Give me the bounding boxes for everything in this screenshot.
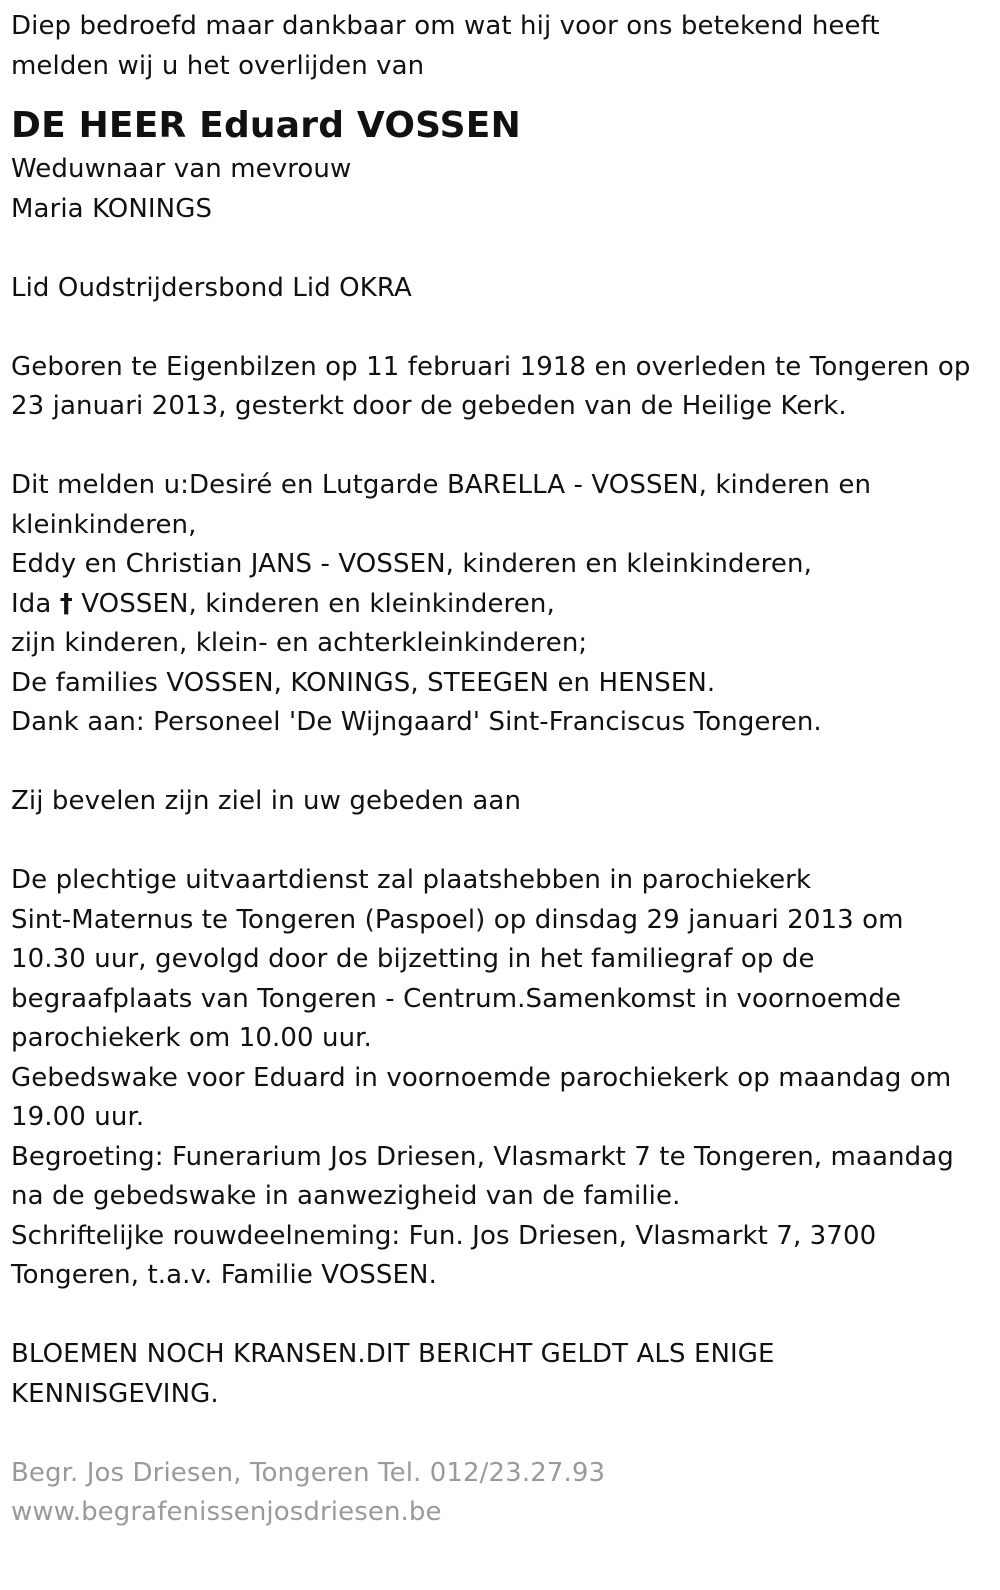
birth-death-line: 23 januari 2013, gesterkt door de gebeden van de Heilige Kerk.: [11, 391, 847, 421]
condolence-line: Tongeren, t.a.v. Familie VOSSEN.: [11, 1260, 437, 1290]
funeral-home-website: www.begrafenissenjosdriesen.be: [11, 1497, 442, 1527]
notice-text: [11, 1335, 990, 1414]
widower-line: Weduwnaar van mevrouw: [11, 154, 352, 184]
condolence-line: Schriftelijke rouwdeelneming: Fun. Jos Driesen, Vlasmarkt 7, 3700: [11, 1220, 877, 1251]
notice-line: KENNISGEVING.: [11, 1378, 219, 1409]
intro-text: [11, 7, 990, 86]
funeral-line: parochiekerk om 10.00 uur.: [11, 1023, 372, 1053]
funeral-line: Sint-Maternus te Tongeren (Paspoel) op dinsdag 29 januari 2013 om: [11, 904, 904, 935]
greeting-line: Begroeting: Funerarium Jos Driesen, Vlasmarkt 7 te Tongeren, maandag: [11, 1141, 954, 1172]
birth-death-text: [11, 348, 990, 427]
spacer: [11, 427, 990, 467]
family-line-post: VOSSEN, kinderen en kleinkinderen,: [72, 588, 555, 619]
cross-icon: †: [59, 588, 73, 619]
family-line: [11, 585, 990, 625]
deceased-name: DE HEER Eduard VOSSEN: [11, 105, 521, 146]
prayer-text: Zij bevelen zijn ziel in uw gebeden aan: [11, 786, 522, 816]
family-line: De families VOSSEN, KONINGS, STEEGEN en HENSEN.: [11, 667, 716, 698]
intro-line: Diep bedroefd maar dankbaar om wat hij voor ons betekend heeft: [11, 11, 880, 41]
thanks-line: Dank aan: Personeel 'De Wijngaard' Sint-Franciscus Tongeren.: [11, 707, 822, 737]
spacer: [11, 308, 990, 348]
intro-line: melden wij u het overlijden van: [11, 50, 425, 81]
family-line-pre: Ida: [11, 588, 60, 619]
spacer: [11, 1414, 990, 1454]
notice-line: BLOEMEN NOCH KRANSEN.DIT BERICHT GELDT ALS ENIGE: [11, 1339, 775, 1369]
funeral-home-contact: Begr. Jos Driesen, Tongeren Tel. 012/23.27.93: [11, 1457, 606, 1488]
family-line: Dit melden u:Desiré en Lutgarde BARELLA - VOSSEN, kinderen en: [11, 470, 872, 500]
spacer: [11, 743, 990, 783]
vigil-line: 19.00 uur.: [11, 1102, 145, 1132]
membership-text: Lid Oudstrijdersbond Lid OKRA: [11, 272, 412, 303]
family-line: zijn kinderen, klein- en achterkleinkinderen;: [11, 628, 588, 658]
spacer: [11, 229, 990, 269]
widower-text: [11, 150, 990, 229]
funeral-line: De plechtige uitvaartdienst zal plaatshebben in parochiekerk: [11, 865, 812, 895]
family-text: [11, 466, 990, 743]
family-line: Eddy en Christian JANS - VOSSEN, kinderen en kleinkinderen,: [11, 549, 812, 579]
footer: [11, 1454, 990, 1533]
spacer: [11, 1296, 990, 1336]
greeting-line: na de gebedswake in aanwezigheid van de familie.: [11, 1181, 681, 1211]
vigil-line: Gebedswake voor Eduard in voornoemde parochiekerk op maandag om: [11, 1062, 952, 1093]
spouse-name: Maria KONINGS: [11, 193, 213, 224]
spacer: [11, 822, 990, 862]
birth-death-line: Geboren te Eigenbilzen op 11 februari 1918 en overleden te Tongeren op: [11, 351, 971, 382]
funeral-line: 10.30 uur, gevolgd door de bijzetting in het familiegraf op de: [11, 944, 815, 974]
family-line: kleinkinderen,: [11, 509, 197, 540]
funeral-text: [11, 861, 990, 1296]
funeral-line: begraafplaats van Tongeren - Centrum.Samenkomst in voornoemde: [11, 983, 902, 1014]
